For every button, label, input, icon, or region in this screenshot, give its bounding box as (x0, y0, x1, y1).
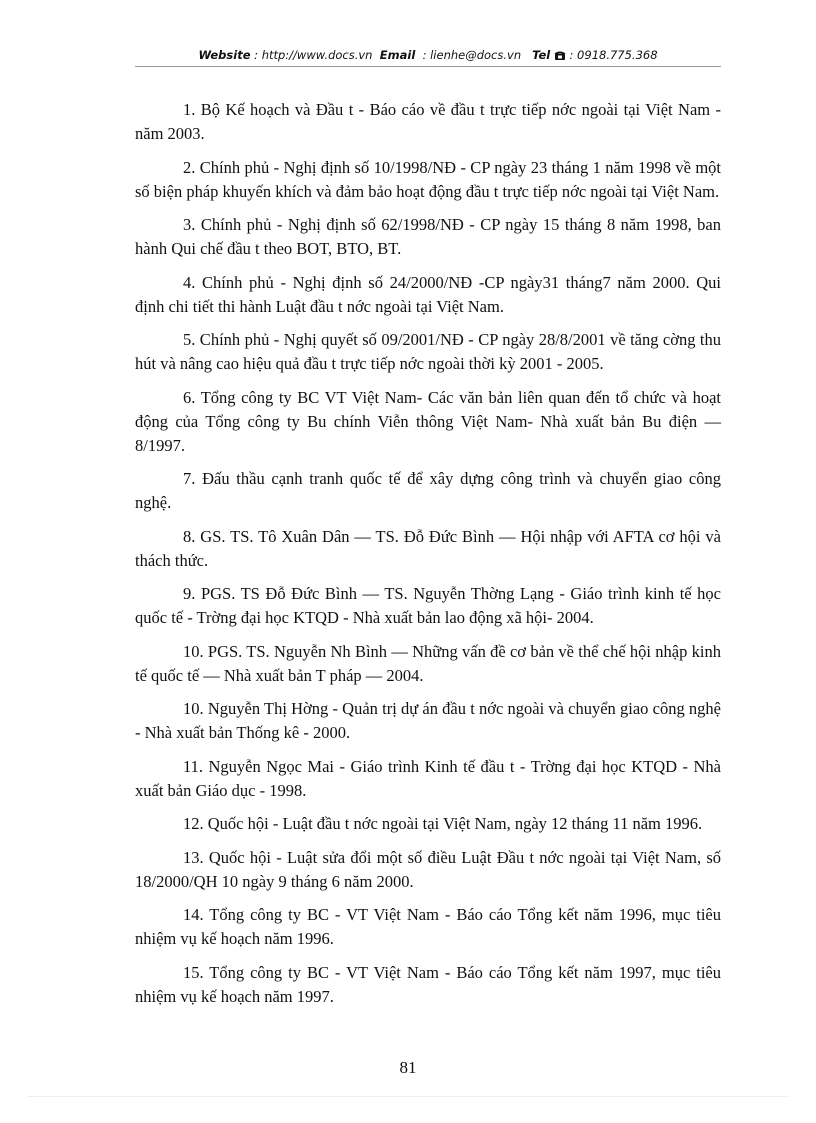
reference-item: 15. Tổng công ty BC - VT Việt Nam - Báo cáo Tổng kết năm 1997, mục tiêu nhiệm vụ kế hoạch năm 1997. (135, 962, 721, 1006)
reference-item: 9. PGS. TS Đỗ Đức Bình — TS. Nguyễn Thờng Lạng - Giáo trình kinh tế học quốc tế - Trờng đại học KTQD - Nhà xuất bản lao động xã hội- 2004. (135, 584, 721, 627)
reference-item: 10. Nguyễn Thị Hờng - Quản trị dự án đầu t nớc ngoài và chuyển giao công nghệ - Nhà xuất bản Thống kê - 2000. (135, 699, 721, 742)
reference-item: 6. Tổng công ty BC VT Việt Nam- Các văn bản liên quan đến tổ chức và hoạt động của Tổng công ty Bu chính Viễn thông Việt Nam- Nhà xuất bản Bu điện — 8/1997. (135, 387, 721, 455)
reference-list (135, 98, 721, 1018)
website-label: Website (198, 48, 251, 62)
reference-item: 14. Tổng công ty BC - VT Việt Nam - Báo cáo Tổng kết năm 1996, mục tiêu nhiệm vụ kế hoạch năm 1996. (135, 905, 721, 948)
website-url[interactable]: : http://www.docs.vn (254, 48, 373, 62)
phone-icon (554, 48, 566, 66)
reference-item: 12. Quốc hội - Luật đầu t nớc ngoài tại Việt Nam, ngày 12 tháng 11 năm 1996. (183, 814, 703, 833)
email-label: Email (379, 48, 416, 62)
footer-divider (28, 1096, 788, 1097)
reference-item: 4. Chính phủ - Nghị định số 24/2000/NĐ -CP ngày31 tháng7 năm 2000. Qui định chi tiết thi hành Luật đầu t nớc ngoài tại Việt Nam. (135, 272, 721, 316)
phone-number: : 0918.775.368 (569, 48, 658, 62)
tel-label: Tel (532, 48, 551, 62)
reference-item: 7. Đấu thầu cạnh tranh quốc tế để xây dựng công trình và chuyển giao công nghệ. (135, 469, 721, 512)
reference-item: 8. GS. TS. Tô Xuân Dân — TS. Đỗ Đức Bình — Hội nhập với AFTA cơ hội và thách thức. (135, 526, 721, 570)
page-number: 81 (399, 1058, 417, 1077)
reference-item: 11. Nguyễn Ngọc Mai - Giáo trình Kinh tế đầu t - Trờng đại học KTQD - Nhà xuất bản Giáo dục - 1998. (135, 756, 721, 800)
reference-item: 1. Bộ Kế hoạch và Đầu t - Báo cáo về đầu t trực tiếp nớc ngoài tại Việt Nam - năm 2003. (135, 100, 721, 143)
page-header (135, 46, 721, 67)
reference-item: 2. Chính phủ - Nghị định số 10/1998/NĐ - CP ngày 23 tháng 1 năm 1998 về một số biện pháp khuyến khích và đảm bảo hoạt động đầu t trực tiếp nớc ngoài tại Việt Nam. (135, 157, 721, 201)
email-address[interactable]: : lienhe@docs.vn (422, 48, 522, 62)
reference-item: 13. Quốc hội - Luật sửa đổi một số điều Luật Đầu t nớc ngoài tại Việt Nam, số 18/2000/QH 10 ngày 9 tháng 6 năm 2000. (135, 847, 721, 891)
reference-item: 10. PGS. TS. Nguyễn Nh Bình — Những vấn đề cơ bản về thể chế hội nhập kinh tế quốc tế — Nhà xuất bản T pháp — 2004. (135, 641, 721, 685)
reference-item: 5. Chính phủ - Nghị quyết số 09/2001/NĐ - CP ngày 28/8/2001 về tăng cờng thu hút và nâng cao hiệu quả đầu t trực tiếp nớc ngoài thời kỳ 2001 - 2005. (135, 330, 721, 373)
reference-item: 3. Chính phủ - Nghị định số 62/1998/NĐ - CP ngày 15 tháng 8 năm 1998, ban hành Qui chế đầu t theo BOT, BTO, BT. (135, 215, 721, 258)
